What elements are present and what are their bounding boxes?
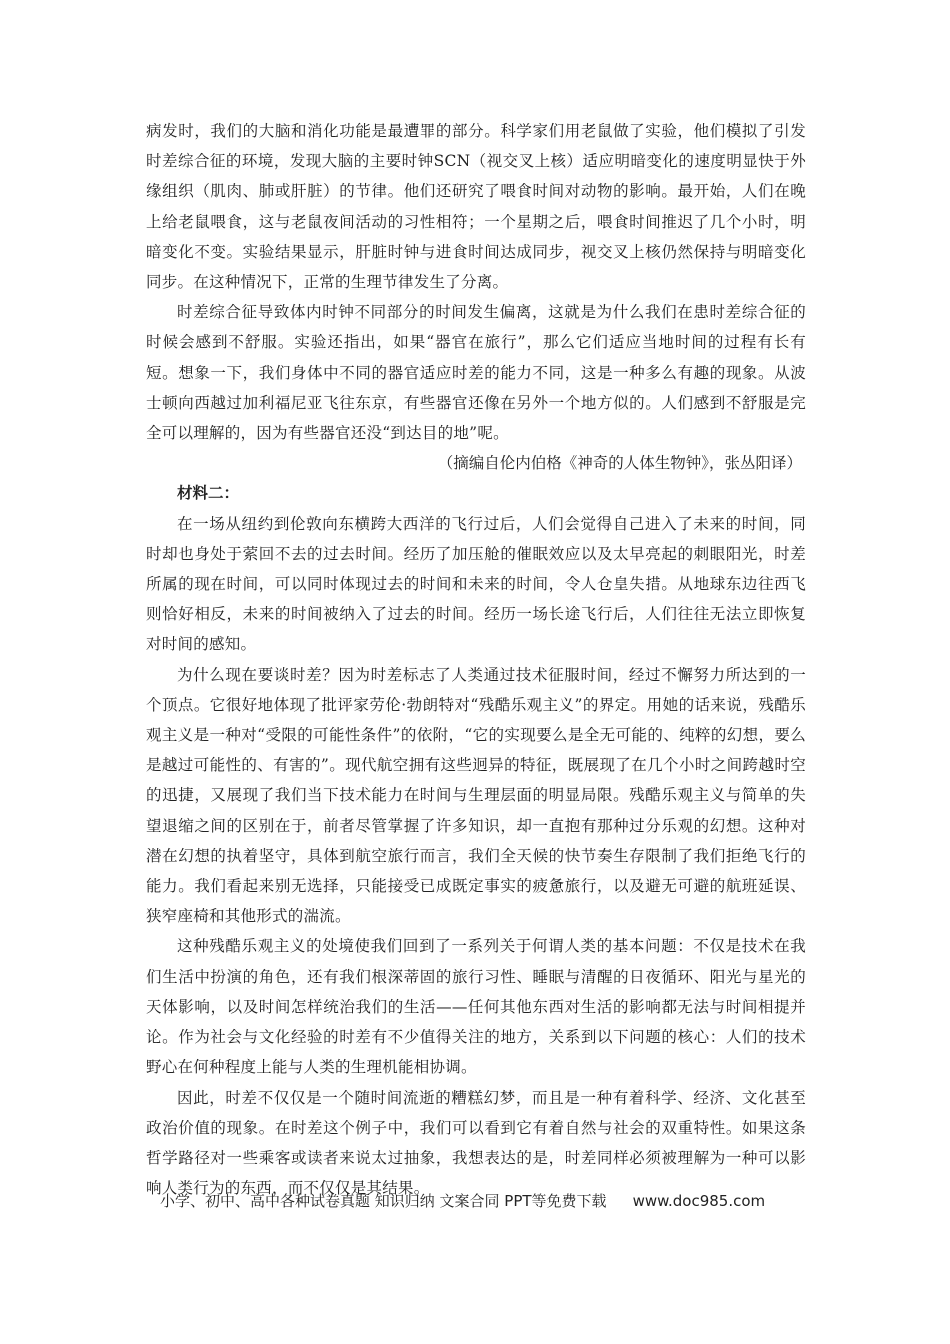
paragraph-6: 因此，时差不仅仅是一个随时间流逝的糟糕幻梦，而且是一种有着科学、经济、文化甚至政治价值的现象。在时差这个例子中，我们可以看到它有着自然与社会的双重特性。如果这条哲学路径对一些乘客或读者来说太过抽象，我想表达的是，时差同样必须被理解为一种可以影响人类行为的东西，而不仅仅是其结果。: [146, 1088, 806, 1198]
paragraph-2: 时差综合征导致体内时钟不同部分的时间发生偏离，这就是为什么我们在患时差综合征的时候会感到不舒服。实验还指出，如果“器官在旅行”，那么它们适应当地时间的过程有长有短。想象一下，我们身体中不同的器官适应时差的能力不同，这是一种多么有趣的现象。从波士顿向西越过加利福尼亚飞往东京，有些器官还像在另外一个地方似的。人们感到不舒服是完全可以理解的，因为有些器官还没“到达目的地”呢。: [146, 303, 806, 443]
section-heading-material-2: 材料二：: [177, 484, 240, 503]
paragraph-5: 这种残酷乐观主义的处境使我们回到了一系列关于何谓人类的基本问题：不仅是技术在我们生活中扮演的角色，还有我们根深蒂固的旅行习性、睡眠与清醒的日夜循环、阳光与星光的天体影响，以及时间怎样统治我们的生活——任何其他东西对生活的影响都无法与时间相提并论。作为社会与文化经验的时差有不少值得关注的地方，关系到以下问题的核心：人们的技术野心在何种程度上能与人类的生理机能相协调。: [146, 937, 806, 1077]
paragraph-1: 病发时，我们的大脑和消化功能是最遭罪的部分。科学家们用老鼠做了实验，他们模拟了引发时差综合征的环境，发现大脑的主要时钟SCN（视交叉上核）适应明暗变化的速度明显快于外缘组织（肌肉、肺或肝脏）的节律。他们还研究了喂食时间对动物的影响。最开始，人们在晚上给老鼠喂食，这与老鼠夜间活动的习性相符；一个星期之后，喂食时间推迟了几个小时，明暗变化不变。实验结果显示，肝脏时钟与进食时间达成同步，视交叉上核仍然保持与明暗变化同步。在这种情况下，正常的生理节律发生了分离。: [146, 122, 806, 292]
source-citation: （摘编自伦内伯格《神奇的人体生物钟》，张丛阳译）: [437, 454, 802, 473]
footer-text: 小学、初中、高中各种试卷真题 知识归纳 文案合同 PPT等免费下载: [160, 1192, 607, 1210]
page-footer: [160, 1188, 800, 1214]
paragraph-3: 在一场从纽约到伦敦向东横跨大西洋的飞行过后，人们会觉得自己进入了未来的时间，同时却也身处于萦回不去的过去时间。经历了加压舱的催眠效应以及太早亮起的刺眼阳光，时差所属的现在时间，可以同时体现过去的时间和未来的时间，令人仓皇失措。从地球东边往西飞则恰好相反，未来的时间被纳入了过去的时间。经历一场长途飞行后，人们往往无法立即恢复对时间的感知。: [146, 514, 806, 654]
document-body: [146, 116, 806, 1203]
paragraph-4: 为什么现在要谈时差？因为时差标志了人类通过技术征服时间，经过不懈努力所达到的一个顶点。它很好地体现了批评家劳伦·勃朗特对“残酷乐观主义”的界定。用她的话来说，残酷乐观主义是一种对“受限的可能性条件”的依附，“它的实现要么是全无可能的、纯粹的幻想，要么是越过可能性的、有害的”。现代航空拥有这些迥异的特征，既展现了在几个小时之间跨越时空的迅捷，又展现了我们当下技术能力在时间与生理层面的明显局限。残酷乐观主义与简单的失望退缩之间的区别在于，前者尽管掌握了许多知识，却一直抱有那种过分乐观的幻想。这种对潜在幻想的执着坚守，具体到航空旅行而言，我们全天候的快节奏生存限制了我们拒绝飞行的能力。我们看起来别无选择，只能接受已成既定事实的疲惫旅行，以及避无可避的航班延误、狭窄座椅和其他形式的湍流。: [146, 665, 806, 926]
footer-url: www.doc985.com: [632, 1192, 766, 1210]
